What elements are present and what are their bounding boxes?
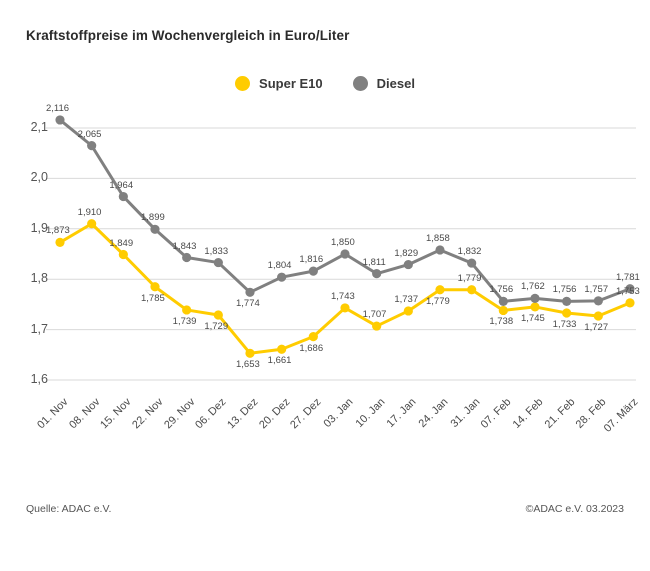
data-point-label: 1,661 bbox=[267, 355, 292, 367]
chart-copyright: ©ADAC e.V. 03.2023 bbox=[525, 503, 624, 515]
data-point-label: 2,065 bbox=[77, 128, 102, 140]
data-point bbox=[277, 345, 286, 354]
data-point bbox=[404, 260, 413, 269]
x-axis-tick-label: 03. Jan bbox=[321, 396, 356, 431]
data-point bbox=[245, 349, 254, 358]
x-axis-tick-label: 08. Nov bbox=[66, 396, 103, 432]
x-axis-tick-label: 24. Jan bbox=[416, 396, 451, 431]
data-point-label: 1,850 bbox=[331, 237, 355, 248]
data-point bbox=[594, 296, 603, 305]
data-point bbox=[277, 273, 286, 282]
data-point-label: 1,843 bbox=[172, 240, 197, 252]
data-point bbox=[119, 192, 128, 201]
data-point-label: 1,910 bbox=[77, 206, 102, 218]
data-point bbox=[309, 332, 318, 341]
data-point bbox=[150, 225, 159, 234]
data-point-label: 1,779 bbox=[457, 272, 482, 284]
data-point bbox=[467, 285, 476, 294]
y-axis-tick-label: 2,0 bbox=[30, 170, 48, 185]
legend-label-super-e10: Super E10 bbox=[259, 76, 323, 91]
y-axis-tick-label: 2,1 bbox=[30, 120, 48, 134]
x-axis-tick-label: 13. Dez bbox=[225, 396, 261, 432]
data-point-label: 1,899 bbox=[141, 212, 165, 224]
data-point bbox=[340, 303, 349, 312]
data-point-label: 1,739 bbox=[172, 315, 197, 327]
data-point-label: 1,743 bbox=[331, 290, 355, 302]
data-point-label: 1,849 bbox=[109, 237, 134, 249]
data-point bbox=[245, 288, 254, 297]
data-point-label: 1,804 bbox=[267, 260, 292, 272]
data-point bbox=[372, 321, 381, 330]
data-point bbox=[150, 282, 159, 291]
data-point-label: 1,707 bbox=[362, 309, 387, 321]
series-line-diesel bbox=[60, 120, 630, 301]
data-point-label: 1,757 bbox=[584, 283, 609, 295]
data-point-label: 1,738 bbox=[489, 316, 514, 328]
x-axis-tick-label: 28. Feb bbox=[573, 396, 609, 431]
data-point-label: 1,762 bbox=[521, 281, 545, 293]
x-axis-tick-label: 10. Jan bbox=[353, 396, 388, 431]
data-point-label: 1,745 bbox=[521, 312, 545, 324]
x-axis-tick-label: 15. Nov bbox=[98, 396, 134, 432]
data-point-label: 1,832 bbox=[457, 246, 482, 258]
data-point bbox=[594, 311, 603, 320]
legend-label-diesel: Diesel bbox=[376, 76, 415, 91]
x-axis-tick-label: 27. Dez bbox=[288, 396, 324, 432]
data-point bbox=[499, 297, 508, 306]
x-axis-tick-label: 31. Jan bbox=[448, 396, 483, 431]
data-point-label: 1,774 bbox=[236, 298, 260, 310]
data-point-label: 1,964 bbox=[109, 179, 134, 191]
data-point-label: 1,727 bbox=[584, 321, 609, 333]
data-point-label: 1,753 bbox=[616, 285, 640, 297]
data-point bbox=[562, 297, 571, 306]
data-point-label: 1,781 bbox=[616, 271, 640, 283]
data-point bbox=[214, 258, 223, 267]
x-axis-tick-label: 17. Jan bbox=[384, 396, 419, 431]
x-axis-tick-label: 20. Dez bbox=[256, 396, 293, 432]
data-point-label: 1,833 bbox=[204, 245, 229, 257]
data-point bbox=[182, 253, 191, 262]
data-point-label: 1,756 bbox=[552, 284, 577, 296]
data-point-label: 1,816 bbox=[299, 254, 324, 266]
data-point bbox=[87, 141, 96, 150]
data-point bbox=[467, 258, 476, 267]
data-point bbox=[562, 308, 571, 317]
data-point-label: 1,733 bbox=[552, 318, 577, 330]
data-point-label: 1,737 bbox=[394, 293, 419, 305]
x-axis-tick-label: 06. Dez bbox=[193, 396, 229, 432]
data-point-label: 1,858 bbox=[426, 232, 450, 244]
data-point-label: 2,116 bbox=[46, 102, 70, 114]
x-axis-tick-label: 07. Feb bbox=[478, 396, 514, 431]
data-point bbox=[55, 238, 64, 247]
data-point bbox=[55, 115, 64, 124]
data-point-label: 1,829 bbox=[394, 247, 419, 259]
data-point bbox=[530, 294, 539, 303]
data-point-label: 1,756 bbox=[489, 284, 514, 296]
data-point bbox=[435, 245, 444, 254]
x-axis-tick-label: 14. Feb bbox=[510, 396, 546, 431]
x-axis-tick-label: 21. Feb bbox=[542, 396, 578, 431]
data-point bbox=[182, 305, 191, 314]
data-point-label: 1,729 bbox=[204, 320, 229, 332]
y-axis-tick-label: 1,9 bbox=[30, 220, 48, 235]
data-point bbox=[309, 267, 318, 276]
data-point bbox=[530, 302, 539, 311]
data-point-label: 1,686 bbox=[299, 342, 324, 354]
data-point-label: 1,785 bbox=[141, 292, 165, 304]
x-axis-tick-label: 22. Nov bbox=[130, 396, 166, 432]
page-title: Kraftstoffpreise im Wochenvergleich in Euro/Liter bbox=[26, 28, 350, 43]
data-point-label: 1,873 bbox=[46, 225, 70, 237]
x-axis-tick-label: 01. Nov bbox=[35, 396, 71, 432]
y-axis-tick-label: 1,8 bbox=[30, 271, 48, 286]
x-axis-tick-label: 29. Nov bbox=[161, 396, 198, 432]
data-point-label: 1,653 bbox=[236, 359, 260, 371]
data-point-label: 1,811 bbox=[362, 256, 386, 268]
x-axis-tick-label: 07. März bbox=[601, 396, 641, 435]
data-point bbox=[87, 219, 96, 228]
data-point bbox=[214, 310, 223, 319]
data-point bbox=[499, 306, 508, 315]
data-point bbox=[435, 285, 444, 294]
data-point bbox=[625, 298, 634, 307]
data-point-label: 1,779 bbox=[426, 295, 450, 307]
data-point bbox=[404, 306, 413, 315]
data-point bbox=[340, 249, 349, 258]
data-point bbox=[372, 269, 381, 278]
y-axis-tick-label: 1,7 bbox=[30, 321, 48, 336]
data-point bbox=[119, 250, 128, 259]
y-axis-tick-label: 1,6 bbox=[30, 372, 48, 386]
chart-source: Quelle: ADAC e.V. bbox=[26, 503, 112, 515]
